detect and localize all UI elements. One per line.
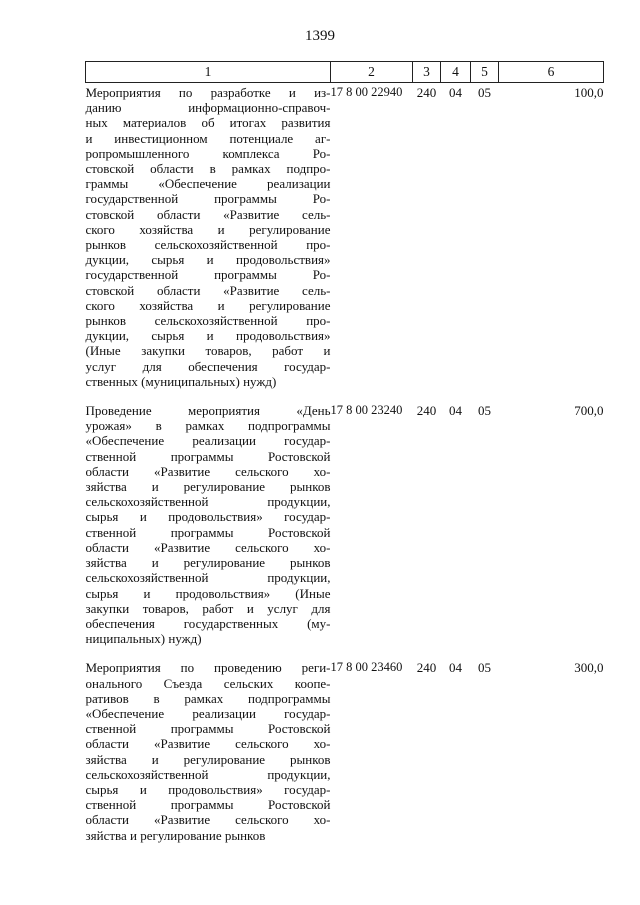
row-col3: 240: [416, 403, 437, 419]
description-line: закупки товаров, работ и услуг для: [85, 600, 331, 616]
description-line: области «Развитие сельского хо-: [85, 736, 331, 752]
row-description: [86, 401, 331, 646]
description-line: данию информационно-справоч-: [85, 100, 331, 116]
description-line: стовской области «Развитие сель-: [85, 282, 331, 298]
description-line: сельскохозяйственной продукции,: [85, 766, 331, 782]
description-line: зяйства и регулирование рынков: [85, 827, 266, 843]
description-line: «Обеспечение реализации государ-: [85, 705, 331, 721]
description-line: ственных (муниципальных) нужд): [85, 373, 277, 389]
description-line: стовской области «Развитие сель-: [85, 206, 331, 222]
description-line: ского хозяйства и регулирование: [85, 221, 331, 237]
header-col-2: 2: [331, 62, 413, 83]
row-col5: 05: [478, 660, 491, 676]
row-description: [86, 658, 331, 842]
header-col-3: 3: [413, 62, 441, 83]
table-row: [86, 401, 604, 646]
row-spacer: [86, 389, 604, 401]
row-amount: 700,0: [574, 403, 604, 419]
budget-table: [85, 61, 604, 843]
row-amount: 300,0: [574, 660, 604, 676]
description-line: ративов в рамках подпрограммы: [85, 690, 331, 706]
header-col-6: 6: [499, 62, 604, 83]
description-line: урожая» в рамках подпрограммы: [85, 418, 331, 434]
description-line: ниципальных) нужд): [85, 631, 202, 647]
row-col5: 05: [478, 403, 491, 419]
description-line: дукции, сырья и продовольствия»: [85, 252, 331, 268]
description-line: Мероприятия по разработке и из-: [85, 85, 331, 100]
description-line: области «Развитие сельского хо-: [85, 539, 331, 555]
header-col-1: 1: [86, 62, 331, 83]
description-line: стовской области в рамках подпро-: [85, 161, 331, 177]
description-line: сырья и продовольствия» государ-: [85, 509, 331, 525]
row-code: 17 8 00 22940: [330, 85, 403, 99]
description-line: «Обеспечение реализации государ-: [85, 433, 331, 449]
header-col-5: 5: [471, 62, 499, 83]
description-line: области «Развитие сельского хо-: [85, 463, 331, 479]
description-line: сельскохозяйственной продукции,: [85, 570, 331, 586]
table-row: [86, 83, 604, 390]
description-line: ственной программы Ростовской: [85, 448, 331, 464]
description-line: сырья и продовольствия» (Иные: [85, 585, 331, 601]
row-col3: 240: [416, 85, 437, 100]
row-amount: 100,0: [574, 85, 604, 100]
description-line: дукции, сырья и продовольствия»: [85, 328, 331, 344]
description-line: ственной программы Ростовской: [85, 797, 331, 813]
page-number: 1399: [305, 28, 335, 44]
description-line: рынков сельскохозяйственной про-: [85, 237, 331, 253]
row-col5: 05: [478, 85, 491, 100]
description-line: Мероприятия по проведению реги-: [85, 660, 331, 676]
description-line: зяйства и регулирование рынков: [85, 479, 331, 495]
row-code: 17 8 00 23460: [330, 660, 403, 675]
row-col4: 04: [449, 660, 462, 676]
description-line: зяйства и регулирование рынков: [85, 751, 331, 767]
table-row: [86, 658, 604, 842]
description-line: сельскохозяйственной продукции,: [85, 494, 331, 510]
description-line: и инвестиционном потенциале аг-: [85, 130, 331, 146]
description-line: ропромышленного комплекса Ро-: [85, 145, 331, 161]
row-code: 17 8 00 23240: [330, 403, 403, 418]
description-line: рынков сельскохозяйственной про-: [85, 313, 331, 329]
description-line: граммы «Обеспечение реализации: [85, 176, 331, 192]
description-line: зяйства и регулирование рынков: [85, 555, 331, 571]
description-line: ственной программы Ростовской: [85, 524, 331, 540]
description-line: области «Развитие сельского хо-: [85, 812, 331, 828]
table-body: [86, 83, 604, 843]
row-description: [86, 83, 331, 390]
description-line: ственной программы Ростовской: [85, 721, 331, 737]
description-line: сырья и продовольствия» государ-: [85, 781, 331, 797]
description-line: государственной программы Ро-: [85, 191, 331, 207]
row-col4: 04: [449, 85, 462, 100]
row-col4: 04: [449, 403, 462, 419]
row-spacer-cell: [86, 389, 604, 401]
description-line: онального Съезда сельских коопе-: [85, 675, 331, 691]
description-line: (Иные закупки товаров, работ и: [85, 343, 331, 359]
description-line: ных материалов об итогах развития: [85, 115, 331, 131]
header-col-4: 4: [441, 62, 471, 83]
row-spacer-cell: [86, 646, 604, 658]
description-line: государственной программы Ро-: [85, 267, 331, 283]
description-line: обеспечения государственных (му-: [85, 615, 331, 631]
description-line: ского хозяйства и регулирование: [85, 297, 331, 313]
row-col3: 240: [416, 660, 437, 676]
description-line: Проведение мероприятия «День: [85, 403, 331, 419]
table-header-row: [86, 62, 604, 83]
row-spacer: [86, 646, 604, 658]
description-line: услуг для обеспечения государ-: [85, 358, 331, 374]
